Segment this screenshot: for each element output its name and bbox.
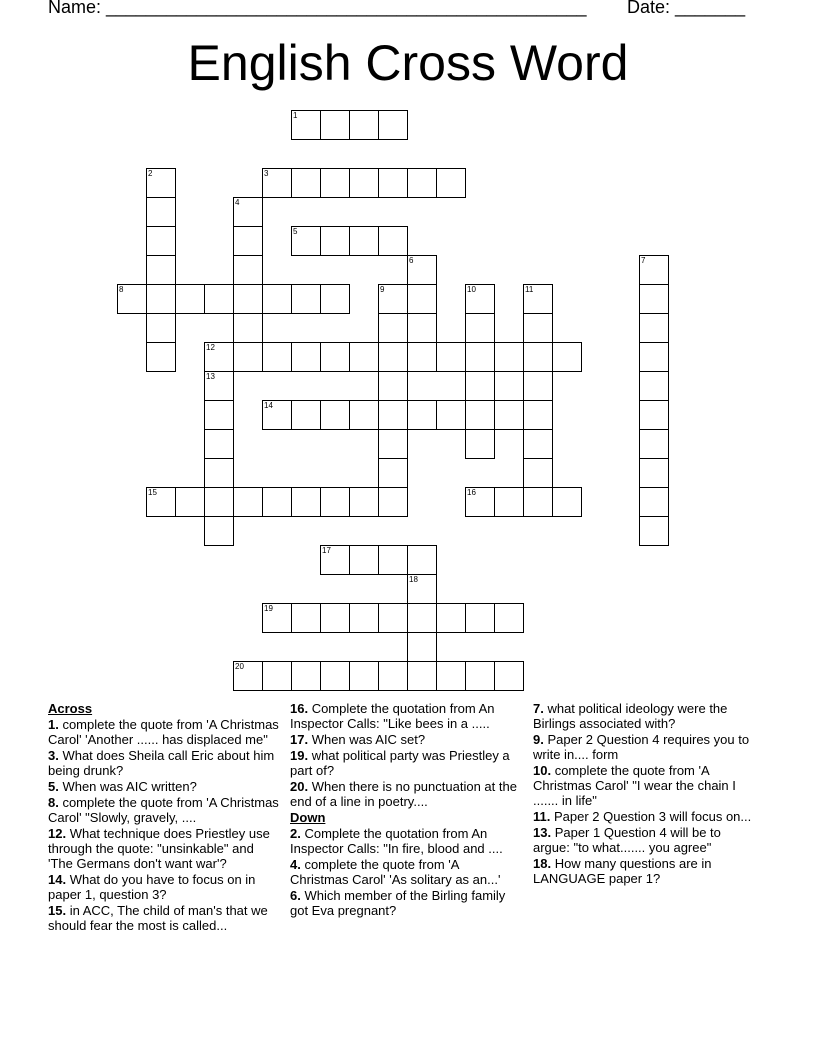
clue-number-label: 5. [48,779,59,794]
grid-cell[interactable] [436,400,466,430]
clue-number-label: 14. [48,872,67,887]
clue-number-label: 11. [533,809,551,824]
grid-cell[interactable] [378,110,408,140]
grid-cell[interactable] [378,371,408,401]
grid-cell[interactable] [378,342,408,372]
grid-cell[interactable] [436,603,466,633]
clue-text: When was AIC written? [58,779,197,794]
page-title: English Cross Word [187,35,629,91]
grid-cell[interactable] [291,487,321,517]
clue-item [290,826,518,856]
grid-cell[interactable] [349,545,379,575]
clue-item [48,717,280,747]
clue-item [533,856,761,886]
clue-number-label: 13. [533,825,552,840]
grid-cell[interactable] [407,168,437,198]
grid-cell[interactable] [146,197,176,227]
grid-cell[interactable] [378,458,408,488]
grid-cell[interactable] [320,342,350,372]
grid-cell[interactable] [204,429,234,459]
clue-number: 14 [264,401,273,410]
clue-text: what political party was Priestley a part of? [290,748,510,778]
grid-cell[interactable] [320,168,350,198]
clue-text: complete the quote from 'A Christmas Carol' "Slowly, gravely, .... [48,795,279,825]
grid-cell[interactable] [204,516,234,546]
grid-cell[interactable] [320,226,350,256]
clue-number: 6 [409,256,414,265]
grid-cell[interactable] [523,342,553,372]
grid-cell[interactable] [465,661,495,691]
grid-cell[interactable] [523,371,553,401]
grid-cell[interactable] [291,661,321,691]
grid-cell[interactable] [639,516,669,546]
grid-cell[interactable] [465,429,495,459]
clue-item [48,903,280,933]
clue-number: 15 [148,488,157,497]
clue-item [48,795,280,825]
clue-item [290,701,518,731]
clue-text: What do you have to focus on in paper 1, question 3? [48,872,256,902]
grid-cell[interactable] [523,400,553,430]
clue-number-label: 16. [290,701,309,716]
clue-number-label: 18. [533,856,552,871]
grid-cell[interactable] [494,487,524,517]
grid-cell[interactable] [523,313,553,343]
clue-number: 11 [525,285,534,294]
grid-cell[interactable] [407,342,437,372]
grid-cell[interactable] [349,110,379,140]
grid-cell[interactable] [349,400,379,430]
clue-item [290,857,518,887]
across-heading: Across [48,701,93,716]
clue-text: Complete the quotation from An Inspector Calls: "Like bees in a ..... [290,701,495,731]
clue-number: 13 [206,372,215,381]
clue-number: 12 [206,343,215,352]
clue-number-label: 4. [290,857,301,872]
grid-cell[interactable] [320,661,350,691]
clue-number: 9 [380,285,385,294]
clue-number-label: 1. [48,717,59,732]
grid-cell[interactable] [552,342,582,372]
grid-cell[interactable] [523,429,553,459]
clue-text: in ACC, The child of man's that we should fear the most is called... [48,903,268,933]
grid-cell[interactable] [262,284,292,314]
clue-text: Paper 2 Question 4 requires you to write in.... form [533,732,750,762]
grid-cell[interactable] [407,603,437,633]
clue-number: 18 [409,575,418,584]
clue-item [533,732,761,762]
clue-number: 10 [467,285,476,294]
clue-number: 5 [293,227,298,236]
name-field[interactable]: Name: ________________________________________________ [48,0,587,17]
grid-cell[interactable] [407,661,437,691]
grid-cell[interactable] [407,545,437,575]
clue-text: Paper 1 Question 4 will be to argue: "to what....... you agree" [533,825,721,855]
grid-cell[interactable] [146,313,176,343]
grid-cell[interactable] [523,458,553,488]
clue-text: Complete the quotation from An Inspector Calls: "In fire, blood and .... [290,826,503,856]
grid-cell[interactable] [436,168,466,198]
clue-item [48,826,280,871]
grid-cell[interactable] [639,400,669,430]
clue-text: What technique does Priestley use through the quote: "unsinkable" and 'The Germans don't want war'? [48,826,270,871]
grid-cell[interactable] [233,342,263,372]
grid-cell[interactable] [204,487,234,517]
grid-cell[interactable] [407,400,437,430]
clue-number: 7 [641,256,646,265]
clue-number-label: 6. [290,888,301,903]
grid-cell[interactable] [378,661,408,691]
grid-cell[interactable] [233,284,263,314]
clue-text: Which member of the Birling family got Eva pregnant? [290,888,506,918]
grid-cell[interactable] [639,429,669,459]
grid-cell[interactable] [349,342,379,372]
grid-cell[interactable] [407,632,437,662]
grid-cell[interactable] [262,661,292,691]
grid-cell[interactable] [320,603,350,633]
clues-column-2 [290,701,518,919]
clue-number-label: 8. [48,795,59,810]
clue-number: 8 [119,285,124,294]
clues-column-1 [48,701,280,934]
grid-cell[interactable] [639,458,669,488]
grid-cell[interactable] [465,400,495,430]
clue-number: 1 [293,111,298,120]
clue-number-label: 2. [290,826,301,841]
grid-cell[interactable] [349,487,379,517]
clue-item [533,763,761,808]
grid-cell[interactable] [494,603,524,633]
grid-cell[interactable] [639,284,669,314]
grid-cell[interactable] [465,313,495,343]
clue-number-label: 10. [533,763,552,778]
grid-cell[interactable] [146,226,176,256]
clue-number-label: 20. [290,779,309,794]
grid-cell[interactable] [407,284,437,314]
clue-item [290,888,518,918]
grid-cell[interactable] [146,342,176,372]
grid-cell[interactable] [175,487,205,517]
grid-cell[interactable] [320,110,350,140]
clue-text: what political ideology were the Birlings associated with? [533,701,728,731]
clues-column-3 [533,701,761,887]
grid-cell[interactable] [378,226,408,256]
clue-text: complete the quote from 'A Christmas Carol' 'Another ...... has displaced me" [48,717,279,747]
clue-number-label: 7. [533,701,544,716]
clue-text: complete the quote from 'A Christmas Carol' 'As solitary as an...' [290,857,501,887]
grid-cell[interactable] [262,487,292,517]
grid-cell[interactable] [291,168,321,198]
clue-item [290,779,518,809]
grid-cell[interactable] [349,661,379,691]
grid-cell[interactable] [349,603,379,633]
clue-item [48,872,280,902]
clue-number-label: 3. [48,748,59,763]
clue-text: How many questions are in LANGUAGE paper 1? [533,856,712,886]
grid-cell[interactable] [639,342,669,372]
grid-cell[interactable] [204,284,234,314]
clue-item [290,732,518,747]
grid-cell[interactable] [291,603,321,633]
clue-number: 2 [148,169,153,178]
clue-text: What does Sheila call Eric about him being drunk? [48,748,275,778]
clue-number-label: 19. [290,748,309,763]
grid-cell[interactable] [552,487,582,517]
grid-cell[interactable] [465,342,495,372]
clue-number: 19 [264,604,273,613]
clue-number: 17 [322,546,331,555]
grid-cell[interactable] [378,313,408,343]
clue-item [48,779,280,794]
grid-cell[interactable] [291,284,321,314]
grid-cell[interactable] [494,342,524,372]
clue-number: 20 [235,662,244,671]
grid-cell[interactable] [494,400,524,430]
grid-cell[interactable] [436,342,466,372]
grid-cell[interactable] [523,487,553,517]
grid-cell[interactable] [407,313,437,343]
grid-cell[interactable] [291,400,321,430]
grid-cell[interactable] [349,226,379,256]
clue-number: 3 [264,169,269,178]
grid-cell[interactable] [320,400,350,430]
grid-cell[interactable] [233,255,263,285]
grid-cell[interactable] [639,371,669,401]
grid-cell[interactable] [291,342,321,372]
grid-cell[interactable] [204,400,234,430]
grid-cell[interactable] [320,487,350,517]
clue-number-label: 15. [48,903,67,918]
grid-cell[interactable] [378,429,408,459]
grid-cell[interactable] [378,487,408,517]
grid-cell[interactable] [146,284,176,314]
grid-cell[interactable] [465,371,495,401]
grid-cell[interactable] [465,603,495,633]
clue-item [290,748,518,778]
grid-cell[interactable] [204,458,234,488]
grid-cell[interactable] [320,284,350,314]
clue-item [533,825,761,855]
grid-cell[interactable] [349,168,379,198]
grid-cell[interactable] [146,255,176,285]
clue-number-label: 17. [290,732,309,747]
grid-cell[interactable] [436,661,466,691]
clue-text: complete the quote from 'A Christmas Carol' "I wear the chain I ....... in life" [533,763,736,808]
grid-cell[interactable] [378,545,408,575]
clue-text: Paper 2 Question 3 will focus on... [550,809,752,824]
clue-number-label: 9. [533,732,544,747]
grid-cell[interactable] [494,661,524,691]
grid-cell[interactable] [233,313,263,343]
grid-cell[interactable] [378,603,408,633]
clue-number: 4 [235,198,240,207]
clue-number: 16 [467,488,476,497]
date-field[interactable]: Date: _______ [627,0,746,17]
clue-text: When was AIC set? [308,732,426,747]
clue-number-label: 12. [48,826,67,841]
clue-item [533,701,761,731]
grid-cell[interactable] [175,284,205,314]
grid-cell[interactable] [378,168,408,198]
grid-cell[interactable] [233,487,263,517]
clue-item [48,748,280,778]
grid-cell[interactable] [639,487,669,517]
clue-item [533,809,761,824]
grid-cell[interactable] [378,400,408,430]
grid-cell[interactable] [639,313,669,343]
grid-cell[interactable] [262,342,292,372]
down-heading: Down [290,810,326,825]
clue-text: When there is no punctuation at the end of a line in poetry.... [290,779,517,809]
grid-cell[interactable] [233,226,263,256]
